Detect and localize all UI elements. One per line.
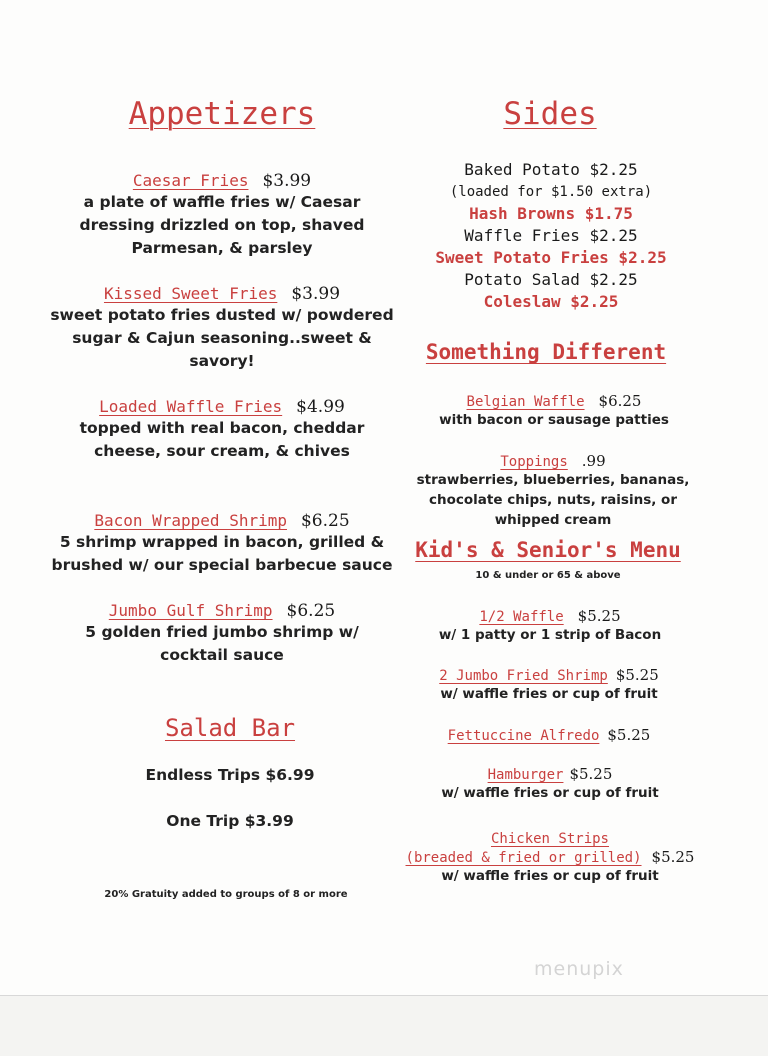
item-desc: w/ 1 patty or 1 strip of Bacon — [438, 627, 662, 643]
item-name: Chicken Strips — [490, 831, 609, 847]
gratuity-note: 20% Gratuity added to groups of 8 or more — [104, 889, 348, 900]
kids-menu-subtitle: 10 & under or 65 & above — [475, 570, 621, 581]
side-item: Potato Salad $2.25 — [464, 270, 638, 289]
item-name: Loaded Waffle Fries — [99, 397, 283, 416]
something-different-title: Something Different — [425, 340, 667, 364]
appetizers-title: Appetizers — [128, 96, 316, 132]
item-desc: w/ waffle fries or cup of fruit — [440, 686, 658, 702]
item-name: Hamburger — [487, 767, 564, 783]
menu-item — [439, 665, 659, 704]
item-desc: strawberries, blueberries, bananas, — [416, 472, 690, 488]
item-price: $6.25 — [598, 392, 642, 410]
sides-title: Sides — [503, 96, 597, 132]
menu-item — [439, 606, 661, 645]
item-desc: a plate of waffle fries w/ Caesar — [83, 193, 361, 211]
item-price: $6.25 — [300, 511, 350, 531]
salad-one-trip: One Trip $3.99 — [166, 812, 294, 830]
item-desc: cocktail sauce — [160, 646, 284, 664]
item-name: Jumbo Gulf Shrimp — [108, 601, 273, 620]
side-item: Coleslaw $2.25 — [483, 292, 619, 311]
salad-bar-title: Salad Bar — [164, 714, 296, 742]
item-desc: 5 shrimp wrapped in bacon, grilled & — [59, 533, 385, 551]
menu-item — [439, 391, 669, 430]
item-desc: whipped cream — [494, 512, 612, 528]
kids-menu-title: Kid's & Senior's Menu — [415, 538, 681, 562]
item-price: .99 — [581, 452, 606, 470]
menu-item — [52, 511, 393, 577]
side-item: Waffle Fries $2.25 — [464, 226, 638, 245]
item-price: $5.25 — [615, 666, 659, 684]
item-desc: sweet potato fries dusted w/ powdered — [50, 306, 394, 324]
item-price: $4.99 — [296, 397, 345, 417]
menu-item — [80, 397, 365, 463]
menu-item — [448, 725, 651, 744]
item-desc: brushed w/ our special barbecue sauce — [51, 556, 393, 574]
item-name: Bacon Wrapped Shrimp — [94, 511, 287, 530]
menu-item — [406, 828, 695, 886]
side-note: (loaded for $1.50 extra) — [449, 184, 653, 200]
item-desc: sugar & Cajun seasoning..sweet & — [72, 329, 372, 347]
item-price: $3.99 — [291, 284, 341, 304]
item-price: $6.25 — [286, 601, 336, 621]
item-desc: Parmesan, & parsley — [131, 239, 313, 257]
item-desc: with bacon or sausage patties — [439, 412, 669, 428]
item-name: Kissed Sweet Fries — [103, 284, 278, 303]
item-name: Fettuccine Alfredo — [447, 728, 600, 744]
item-desc: 5 golden fried jumbo shrimp w/ — [85, 623, 359, 641]
side-item: Baked Potato $2.25 — [464, 160, 638, 179]
item-name: Toppings — [500, 454, 568, 470]
menu-item — [50, 284, 393, 373]
item-desc: topped with real bacon, cheddar — [79, 419, 365, 437]
item-name: 2 Jumbo Fried Shrimp — [439, 668, 608, 684]
item-desc: dressing drizzled on top, shaved — [79, 216, 365, 234]
item-desc: w/ waffle fries or cup of fruit — [441, 868, 659, 884]
item-name: Belgian Waffle — [466, 394, 585, 410]
item-desc: w/ waffle fries or cup of fruit — [441, 785, 659, 801]
side-item: Sweet Potato Fries $2.25 — [435, 248, 667, 267]
item-price: $5.25 — [651, 848, 695, 866]
sides-list — [435, 159, 666, 313]
item-price: $5.25 — [607, 726, 651, 744]
menu-item — [80, 171, 365, 260]
menu-item — [85, 601, 358, 667]
item-name: 1/2 Waffle — [479, 609, 564, 625]
item-price: $3.99 — [262, 171, 312, 191]
item-price: $5.25 — [577, 607, 621, 625]
salad-endless: Endless Trips $6.99 — [145, 766, 315, 784]
side-item: Hash Browns $1.75 — [469, 204, 633, 223]
menu-item — [441, 764, 658, 803]
item-price: $5.25 — [569, 765, 613, 783]
menu-item — [417, 451, 690, 530]
watermark: menupix — [534, 958, 624, 980]
item-name: Caesar Fries — [132, 171, 249, 190]
item-desc: savory! — [189, 352, 255, 370]
item-subname: (breaded & fried or grilled) — [405, 850, 642, 866]
item-desc: chocolate chips, nuts, raisins, or — [429, 492, 677, 508]
item-desc: cheese, sour cream, & chives — [94, 442, 350, 460]
